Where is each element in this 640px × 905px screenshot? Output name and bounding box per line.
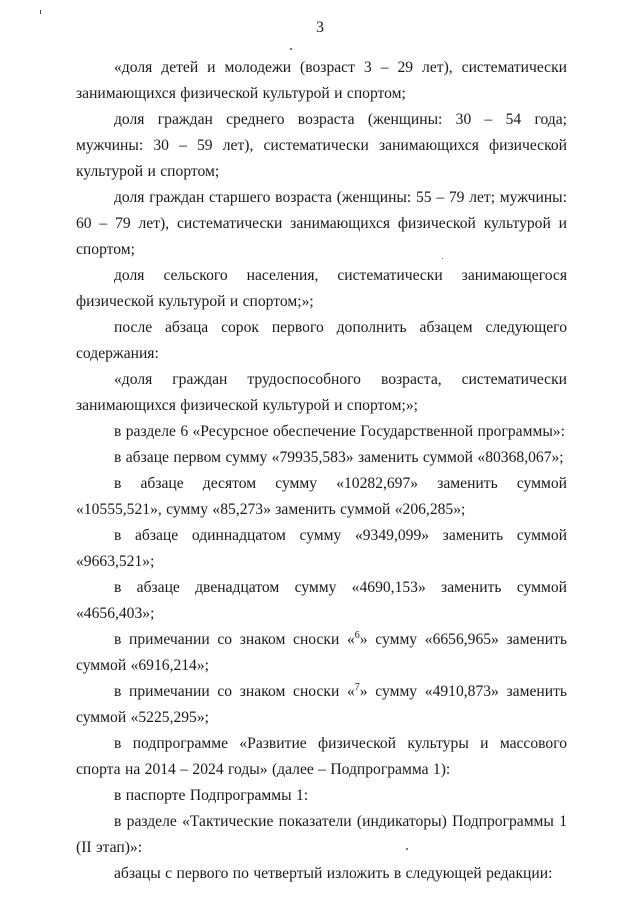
footnote-7-marker: 7 bbox=[354, 681, 360, 693]
footnote-6-marker: 6 bbox=[354, 629, 360, 641]
scan-speck bbox=[442, 258, 443, 259]
paragraph-tenth-sum: в абзаце десятом сумму «10282,697» заменить суммой «10555,521», сумму «85,273» заменить суммой «206,285»; bbox=[76, 475, 567, 518]
scan-speck bbox=[406, 848, 408, 850]
footnote-7-text-after: » сумму «4910,873» заменить суммой «5225,295»; bbox=[76, 683, 568, 726]
paragraph-youth-share: «доля детей и молодежи (возраст 3 – 29 лет), систематически занимающихся физической культурой и спортом; bbox=[76, 59, 567, 102]
paragraph-footnote-7 bbox=[76, 679, 567, 731]
footnote-6-text-after: » сумму «6656,965» заменить суммой «6916,214»; bbox=[76, 631, 568, 674]
paragraph-footnote-6 bbox=[76, 627, 567, 679]
paragraph-first-sum: в абзаце первом сумму «79935,583» заменить суммой «80368,067»; bbox=[114, 449, 564, 466]
page-number: 3 bbox=[316, 19, 324, 36]
paragraph-restate-first-four: абзацы с первого по четвертый изложить в следующей редакции: bbox=[114, 865, 553, 882]
paragraph-eleventh-sum: в абзаце одиннадцатом сумму «9349,099» заменить суммой «9663,521»; bbox=[76, 527, 567, 570]
paragraph-middle-age-share: доля граждан среднего возраста (женщины: 30 – 54 года; мужчины: 30 – 59 лет), систематически занимающихся физической культурой и спортом; bbox=[76, 111, 567, 180]
document-body bbox=[76, 55, 567, 887]
scan-speck bbox=[40, 10, 41, 14]
paragraph-tactical-indicators: в разделе «Тактические показатели (индикаторы) Подпрограммы 1 (II этап)»: bbox=[76, 813, 567, 856]
paragraph-twelfth-sum: в абзаце двенадцатом сумму «4690,153» заменить суммой «4656,403»; bbox=[76, 579, 567, 622]
paragraph-subprogram-1: в подпрограмме «Развитие физической культуры и массового спорта на 2014 – 2024 годы» (далее – Подпрограмма 1): bbox=[76, 735, 567, 778]
paragraph-rural-share: доля сельского населения, систематически занимающегося физической культурой и спортом;»; bbox=[76, 267, 567, 310]
paragraph-passport: в паспорте Подпрограммы 1: bbox=[114, 787, 309, 804]
footnote-6-text-before: в примечании со знаком сноски « bbox=[114, 631, 355, 648]
paragraph-add-after-41: после абзаца сорок первого дополнить абзацем следующего содержания: bbox=[76, 319, 567, 362]
paragraph-working-age-share: «доля граждан трудоспособного возраста, систематически занимающихся физической культурой и спортом;»; bbox=[76, 371, 567, 414]
footnote-7-text-before: в примечании со знаком сноски « bbox=[114, 683, 355, 700]
paragraph-section-6: в разделе 6 «Ресурсное обеспечение Государственной программы»: bbox=[114, 423, 565, 440]
paragraph-senior-share: доля граждан старшего возраста (женщины: 55 – 79 лет; мужчины: 60 – 79 лет), систематически занимающихся физической культурой и спортом; bbox=[76, 189, 567, 258]
scan-speck bbox=[290, 48, 292, 50]
